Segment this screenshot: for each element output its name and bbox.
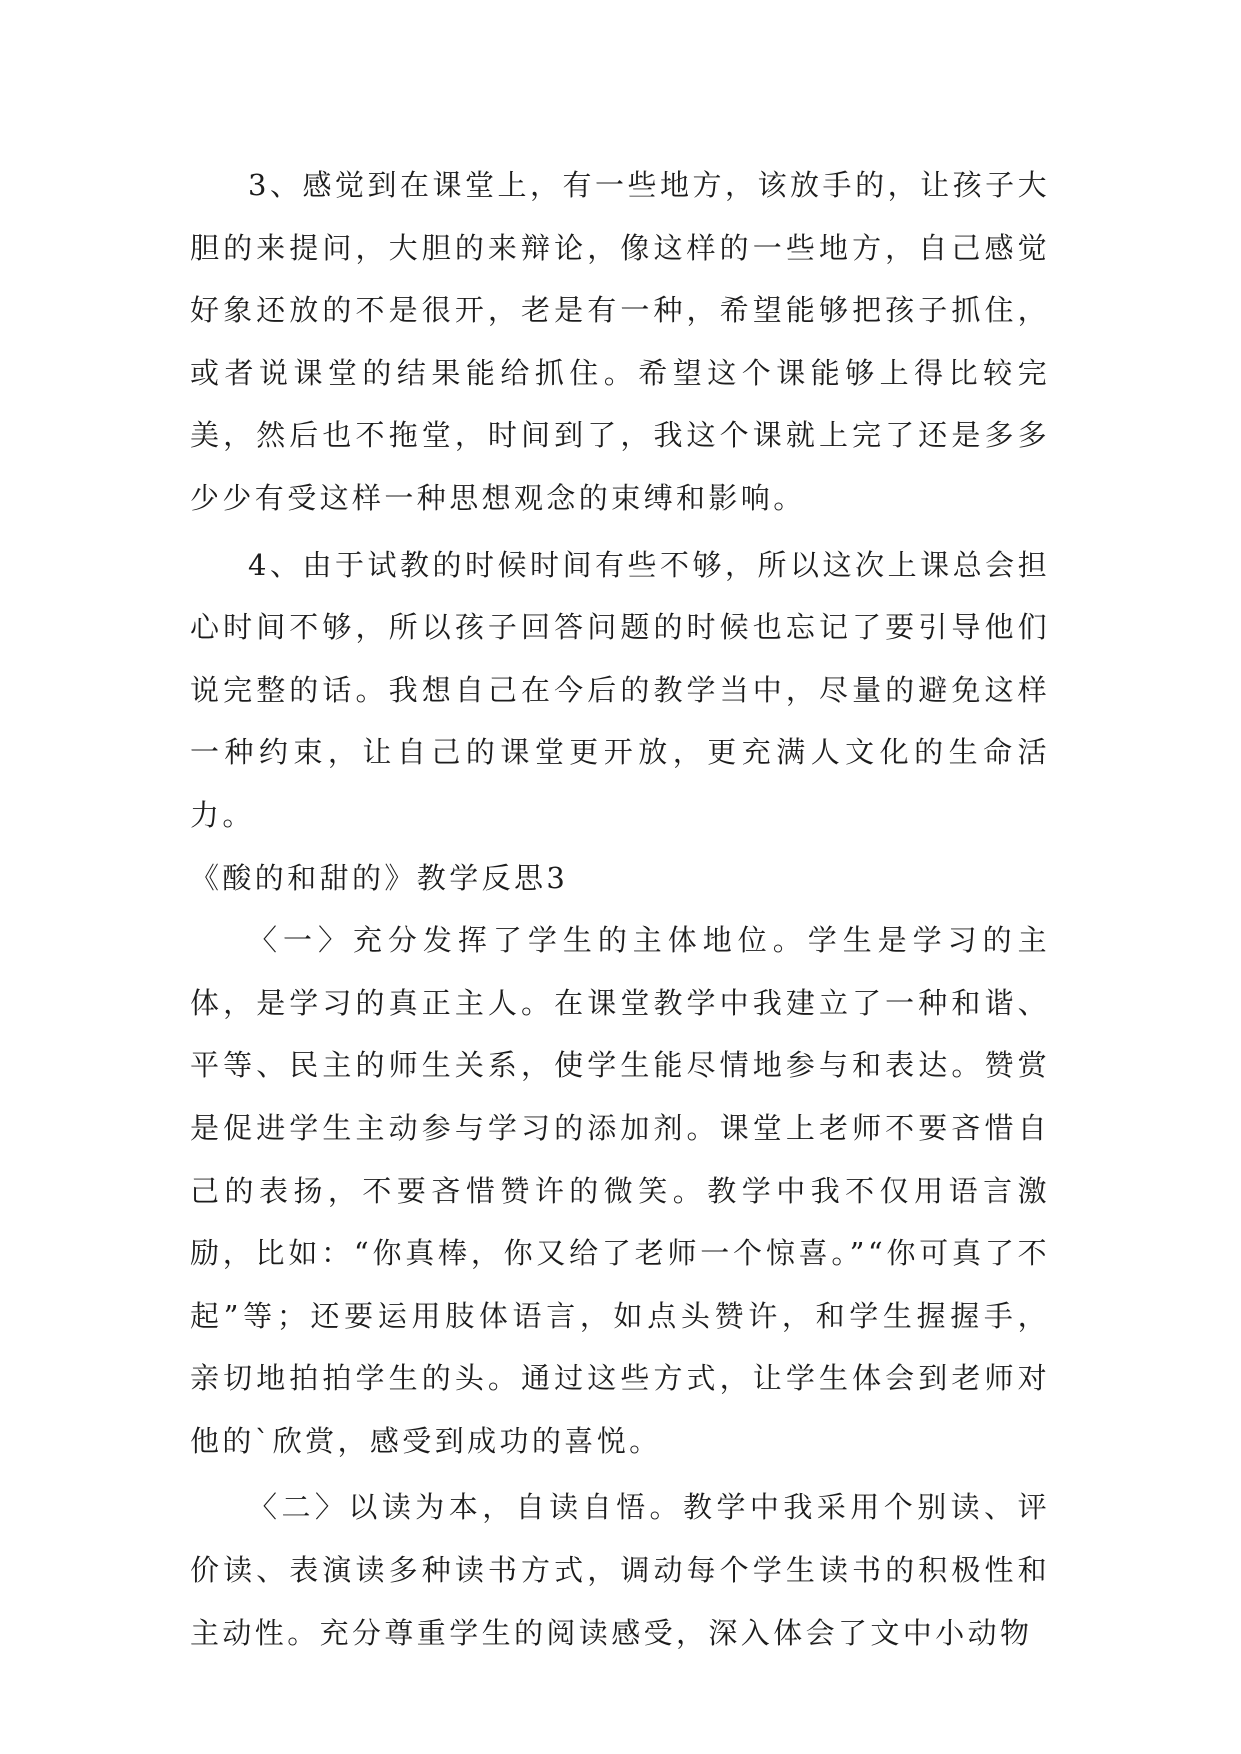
document-page — [190, 154, 1050, 1664]
section-title: 《酸的和甜的》教学反思3 — [190, 860, 569, 895]
paragraph-part-1: 〈一〉充分发挥了学生的主体地位。学生是学习的主体，是学习的真正主人。在课堂教学中我建立了一种和谐、平等、民主的师生关系，使学生能尽情地参与和表达。赞赏是促进学生主动参与学习的添加剂。课堂上老师不要吝惜自己的表扬，不要吝惜赞许的微笑。教学中我不仅用语言激励，比如：“你真棒，你又给了老师一个惊喜。”“你可真了不起”等；还要运用肢体语言，如点头赞许，和学生握握手，亲切地拍拍学生的头。通过这些方式，让学生体会到老师对他的`欣赏，感受到成功的喜悦。 — [190, 923, 1050, 1458]
paragraph-part-2: 〈二〉以读为本，自读自悟。教学中我采用个别读、评价读、表演读多种读书方式，调动每个学生读书的积极性和主动性。充分尊重学生的阅读感受，深入体会了文中小动物 — [190, 1490, 1050, 1650]
paragraph-3: 3、感觉到在课堂上，有一些地方，该放手的，让孩子大胆的来提问，大胆的来辩论，像这样的一些地方，自己感觉好象还放的不是很开，老是有一种，希望能够把孩子抓住，或者说课堂的结果能给抓住。希望这个课能够上得比较完美，然后也不拖堂，时间到了，我这个课就上完了还是多多少少有受这样一种思想观念的束缚和影响。 — [190, 168, 1050, 515]
paragraph-4: 4、由于试教的时候时间有些不够，所以这次上课总会担心时间不够，所以孩子回答问题的时候也忘记了要引导他们说完整的话。我想自己在今后的教学当中，尽量的避免这样一种约束，让自己的课堂更开放，更充满人文化的生命活力。 — [190, 547, 1050, 832]
